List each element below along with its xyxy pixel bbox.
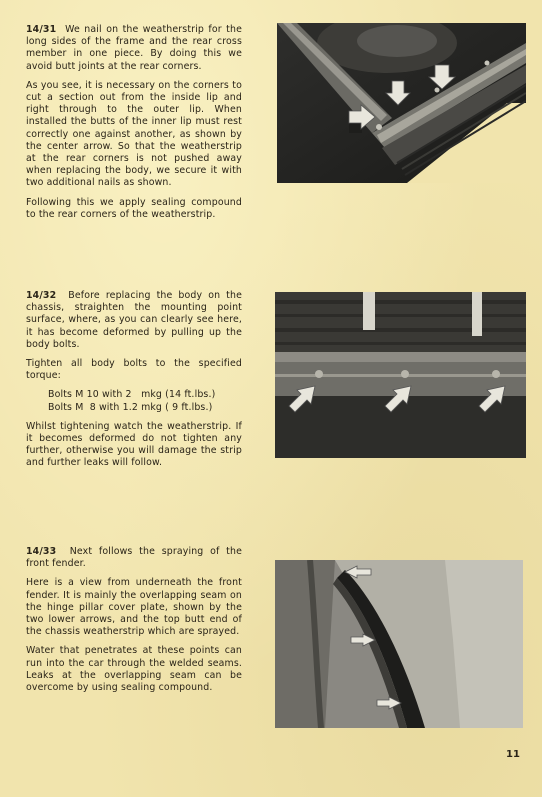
paragraph: Whilst tightening watch the weatherstrip. If it becomes deformed do not tighten any further, otherwise you will damage the strip and further leaks will follow. (26, 420, 242, 469)
page-number: 11 (506, 749, 520, 760)
paragraph: Water that penetrates at these points can run into the car through the welded seams. Leaks at the overlapping seam can be overcome by using sealing compound. (26, 645, 242, 694)
section-number: 14/33 (26, 546, 57, 557)
section-number: 14/32 (26, 290, 57, 301)
paragraph: As you see, it is necessary on the corners to cut a section out from the inside lip and right through to the outer lip. When installed the butts of the inner lip must rest correctly one against another, as shown by the center arrow. So that the weatherstrip at the rear corners is not pushed away when replacing the body, we secure it with two additional nails as shown. (26, 79, 242, 189)
section-14-31 (26, 24, 242, 228)
torque-spec-m10: Bolts M 10 with 2 mkg (14 ft.lbs.) (48, 389, 216, 401)
paragraph: We nail on the weatherstrip for the long sides of the frame and the rear cross member in one piece. By doing this we avoid butt joints at the rear corners. (26, 24, 242, 72)
section-14-32 (26, 290, 242, 477)
torque-spec-m8: Bolts M 8 with 1.2 mkg ( 9 ft.lbs.) (48, 401, 213, 413)
paragraph: Before replacing the body on the chassis, straighten the mounting point surface, where, as you can clearly see here, it has become deformed by pulling up the body bolts. (26, 290, 243, 350)
photo-weatherstrip-rear-corner (277, 23, 526, 183)
paragraph: Here is a view from underneath the front fender. It is mainly the overlapping seam on the hinge pillar cover plate, shown by the two lower arrows, and the top butt end of the chassis weatherstrip which are sprayed. (26, 577, 242, 638)
paragraph: Next follows the spraying of the front fender. (26, 546, 242, 570)
section-number: 14/31 (26, 24, 57, 35)
photo-body-mounting-flange (275, 292, 526, 458)
section-14-33 (26, 546, 242, 701)
paragraph: Tighten all body bolts to the specified torque: (26, 358, 242, 382)
photo-front-fender-underside (275, 560, 523, 728)
paragraph: Following this we apply sealing compound to the rear corners of the weatherstrip. (26, 196, 242, 220)
